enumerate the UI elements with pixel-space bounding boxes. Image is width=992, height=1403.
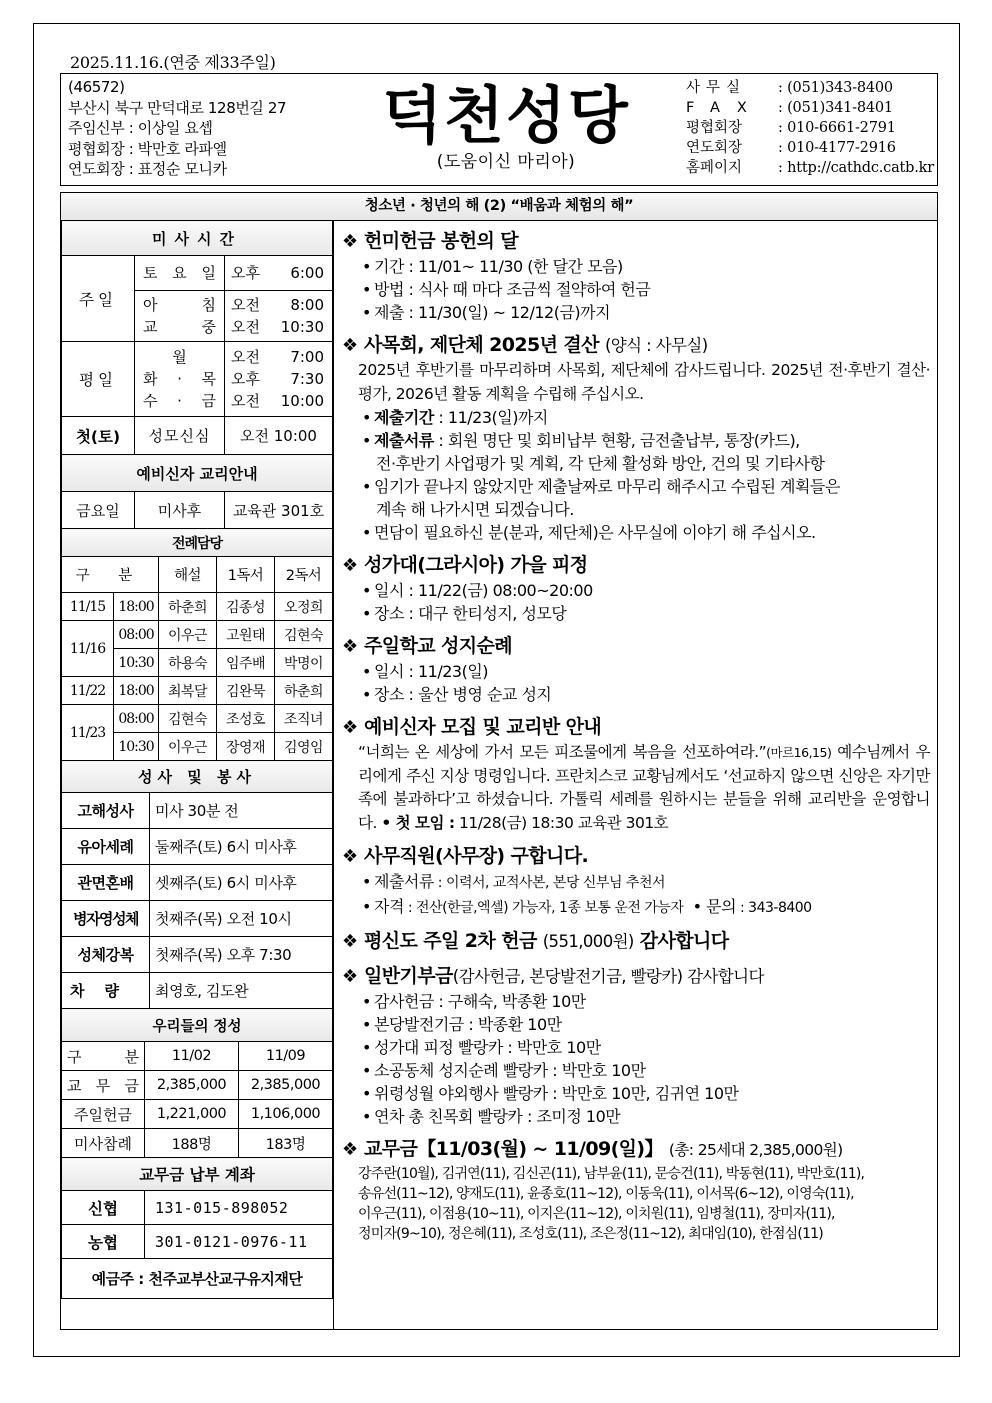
catechumen-table — [61, 454, 333, 529]
diamond-bullet-icon: ❖ — [342, 555, 358, 576]
diamond-bullet-icon: ❖ — [342, 966, 358, 987]
col-header-division: 구 분 — [62, 557, 159, 593]
table-row: 10:30 하용숙 임주배 박명이 — [62, 649, 333, 677]
col-header-reading1: 1독서 — [217, 557, 275, 593]
dues-names-line: 정미자(9~10), 정은혜(11), 조성호(11), 조은정(11~12), 최대임(10), 한점심(11) — [358, 1226, 823, 1242]
table-row: 10:30 이우근 장영재 김영임 — [62, 733, 333, 761]
sunday-label: 주일 — [62, 256, 135, 342]
bullet-icon: • — [362, 685, 371, 704]
notice-settlement: ❖ 사목회, 제단체 2025년 결산 (양식 : 사무실) 2025년 후반기를 마무리하며 사목회, 제단체에 감사드립니다. 2025년 전·후반기 결산·평가, 2026년 활동 계획을 수립해 주십시오. • 제출기간 : 11/23(일)까지 • 제출서류 : 회원 명단 및 회비납부 현황, 금전출납부, 통장(카드), 전·후반기 사업평가 및 계획, 각 단체 활성화 방안, 건의 및 기타사항 • 임기가 끝나지 않았지만 제출날짜로 마무리 해주시고 수립된 계획들은 계속 해 나가시면 되겠습니다. • 면담이 필요하신 분(분과, 제단체)은 사무실에 이야기 해 주십시오. — [342, 334, 930, 542]
offerings-heading: 우리들의 정성 — [62, 1009, 333, 1042]
table-row: 11/22 18:00 최복달 김완묵 하춘희 — [62, 677, 333, 705]
table-row: 성체강복 첫째주(목) 오후 7:30 — [62, 937, 333, 973]
dues-names-line: 강주란(10월), 김귀연(11), 김신곤(11), 남부윤(11), 문승건(11), 박동현(11), 박만호(11), — [358, 1166, 865, 1182]
bullet-icon: • — [362, 477, 371, 496]
saturday-label: 토 요 일 — [135, 256, 225, 291]
bullet-icon: • — [362, 1061, 371, 1080]
table-row: 11/15 18:00 하춘희 김종성 오정희 — [62, 593, 333, 621]
bullet-icon: • — [362, 604, 371, 623]
parish-title-block — [351, 78, 661, 172]
liturgy-roster-table — [61, 528, 333, 761]
right-column — [334, 220, 938, 1329]
notice-laity-sunday-collection: ❖ 평신도 주일 2차 헌금 (551,000원) 감사합니다 — [342, 928, 938, 955]
notice-parish-dues: ❖ 교무금【11/03(월) ~ 11/09(일)】 (총: 25세대 2,385,000원) 강주란(10월), 김귀연(11), 김신곤(11), 남부윤(11), 문승건(11), 박동현(11), 박만호(11), 송유선(11~12), 양재도(11), 윤종호(11~12), 이동욱(11), 이서목(6~12), 이영숙(11), 이우근(11), 이점용(10~11), 이지은(11~12), 이치원(11), 임병철(11), 장미자(11), 정미자(9~10), 정은혜(11), 조성호(11), 조은정(11~12), 최대임(10), 한점심(11) — [342, 1136, 938, 1244]
weekday-label: 평일 — [62, 342, 135, 417]
col-header-commentary: 해설 — [159, 557, 217, 593]
year-theme-banner: 청소년 · 청년의 해 (2) “배움과 체험의 해” — [60, 192, 938, 221]
catechumen-where: 교육관 301호 — [225, 492, 333, 529]
mass-times-table — [61, 220, 333, 455]
contact-homepage: 홈페이지 : http://cathdc.catb.kr — [686, 160, 934, 176]
diamond-bullet-icon: ❖ — [342, 335, 358, 356]
sunday-mass-labels: 아 침 교 중 — [135, 291, 225, 342]
catechumen-when: 미사후 — [135, 492, 225, 529]
weekday-mass-labels: 월 화 · 목 수 · 금 — [135, 342, 225, 417]
notice-choir-retreat: ❖ 성가대(그라시아) 가을 피정 • 일시 : 11/22(금) 08:00~20:00 • 장소 : 대구 한티성지, 성모당 — [342, 554, 593, 623]
table-row: 구 분 11/02 11/09 — [62, 1042, 333, 1071]
contact-info — [686, 78, 934, 178]
table-row: 주일헌금 1,221,000 1,106,000 — [62, 1100, 333, 1129]
table-row: 미사참례 188명 183명 — [62, 1129, 333, 1158]
notice-catechumen-recruitment: ❖ 예비신자 모집 및 교리반 안내 “너희는 온 세상에 가서 모든 피조물에게 복음을 선포하여라.”(마르16,15) 예수님께서 우리에게 주신 지상 명령입니다. 프란치스코 교황님께서도 ‘선교하지 않으면 신앙은 자기만족에 불과하다’고 하셨습니다. 가톨릭 세례를 원하시는 분들을 위해 교리반을 운영합니다. • 첫 모임 : 11/28(금) 18:30 교육관 301호 — [342, 716, 930, 832]
bullet-icon: • — [362, 1107, 371, 1126]
bullet-icon: • — [362, 992, 371, 1011]
postal-code: (46572) — [68, 78, 125, 96]
liturgy-heading: 전례담당 — [62, 529, 333, 557]
diamond-bullet-icon: ❖ — [342, 231, 358, 252]
homepage-link[interactable]: : http://cathdc.catb.kr — [778, 160, 934, 176]
first-saturday-name: 성모신심 — [135, 417, 225, 455]
elders-president: 연도회장 : 표정순 모니카 — [68, 160, 227, 178]
sunday-mass-times: 오전 8:00 오전 10:30 — [225, 291, 333, 342]
table-row: 신협 131-015-898052 — [62, 1191, 333, 1225]
parish-info — [68, 77, 286, 180]
first-saturday-label: 첫(토) — [62, 417, 135, 455]
table-row: 교 무 금 2,385,000 2,385,000 — [62, 1071, 333, 1100]
diamond-bullet-icon: ❖ — [342, 636, 358, 657]
diamond-bullet-icon: ❖ — [342, 846, 358, 867]
bullet-icon: • — [362, 897, 371, 916]
bulletin-date: 2025.11.16.(연중 제33주일) — [70, 53, 276, 72]
bullet-icon: • — [362, 581, 371, 600]
header — [60, 73, 938, 186]
weekday-mass-times: 오전 7:00 오후 7:30 오전 10:00 — [225, 342, 333, 417]
address: 부산시 북구 만덕대로 128번길 27 — [68, 98, 287, 117]
bullet-icon: • — [362, 257, 371, 276]
diamond-bullet-icon: ❖ — [342, 931, 358, 952]
bullet-icon: • — [362, 872, 371, 891]
accounts-table — [61, 1157, 333, 1299]
contact-fax: FAX : (051)341-8401 — [686, 100, 893, 116]
offerings-table — [61, 1008, 333, 1158]
saturday-time: 오후 6:00 — [225, 256, 333, 291]
notice-sunday-school-pilgrimage: ❖ 주일학교 성지순례 • 일시 : 11/23(일) • 장소 : 울산 병영 순교 성지 — [342, 635, 552, 704]
table-row: 병자영성체 첫째주(목) 오전 10시 — [62, 901, 333, 937]
table-row: 관면혼배 셋째주(토) 6시 미사후 — [62, 865, 333, 901]
notice-rice-offering: ❖ 헌미헌금 봉헌의 달 • 기간 : 11/01~ 11/30 (한 달간 모음) • 방법 : 식사 때 마다 조금씩 절약하여 헌금 • 제출 : 11/30(일) ~ 12/12(금)까지 — [342, 230, 651, 322]
bullet-icon: • — [362, 662, 371, 681]
contact-elders: 연도회장 : 010-4177-2916 — [686, 140, 896, 156]
notice-office-staff-hiring: ❖ 사무직원(사무장) 구합니다. • 제출서류 : 이력서, 교적사본, 본당 신부님 추천서 • 자격 : 전산(한글,엑셀) 가능자, 1종 보통 운전 가능자 • 문의 : 343-8400 — [342, 845, 812, 916]
table-row: 11/23 08:00 김현숙 조성호 조직녀 — [62, 705, 333, 733]
diamond-bullet-icon: ❖ — [342, 1139, 358, 1160]
parish-patron: (도움이신 마리아) — [436, 152, 576, 172]
table-row: 11/16 08:00 이우근 고원태 김현숙 — [62, 621, 333, 649]
account-owner: 예금주 : 천주교부산교구유지재단 — [62, 1259, 333, 1299]
notices — [334, 220, 938, 1244]
catechumen-heading: 예비신자 교리안내 — [62, 455, 333, 492]
accounts-heading: 교무금 납부 계좌 — [62, 1158, 333, 1191]
council-president: 평협회장 : 박만호 라파엘 — [68, 139, 227, 158]
dues-names-line: 송유선(11~12), 양재도(11), 윤종호(11~12), 이동욱(11), 이서목(6~12), 이영숙(11), — [358, 1186, 854, 1202]
contact-council: 평협회장 : 010-6661-2791 — [686, 120, 896, 136]
bullet-icon: • — [362, 303, 371, 322]
bullet-icon: • — [362, 408, 371, 427]
bullet-icon: • — [362, 431, 371, 450]
main-content — [60, 220, 938, 1330]
bullet-icon: • — [362, 1084, 371, 1103]
bullet-icon: • — [362, 1038, 371, 1057]
contact-office: 사무실 : (051)343-8400 — [686, 80, 893, 96]
catechumen-day: 금요일 — [62, 492, 135, 529]
table-row: 고해성사 미사 30분 전 — [62, 793, 333, 829]
diamond-bullet-icon: ❖ — [342, 717, 358, 738]
dues-names-line: 이우근(11), 이점용(10~11), 이지은(11~12), 이치원(11), 임병철(11), 장미자(11), — [358, 1206, 835, 1222]
notice-donations: ❖ 일반기부금(감사헌금, 본당발전기금, 빨랑카) 감사합니다 • 감사헌금 : 구해숙, 박종환 10만 • 본당발전기금 : 박종환 10만 • 성가대 피정 빨랑카 : 박만호 10만 • 소공동체 성지순례 빨랑카 : 박만호 10만 • 위령성월 야외행사 빨랑카 : 박만호 10만, 김귀연 10만 • 연차 총 친목회 빨랑카 : 조미정 10만 — [342, 965, 764, 1126]
table-row: 차량 최영호, 김도완 — [62, 973, 333, 1009]
sacraments-table — [61, 760, 333, 1009]
first-saturday-time: 오전 10:00 — [225, 417, 333, 455]
mass-times-heading: 미사시간 — [62, 221, 333, 256]
col-header-reading2: 2독서 — [275, 557, 333, 593]
bullet-icon: • — [362, 523, 371, 542]
table-row — [62, 1259, 333, 1299]
left-column — [61, 220, 334, 1329]
bullet-icon: • — [362, 280, 371, 299]
parish-name: 덕천성당 — [382, 79, 630, 152]
table-row: 유아세례 둘째주(토) 6시 미사후 — [62, 829, 333, 865]
sacraments-heading: 성사 및 봉사 — [62, 761, 333, 793]
pastor: 주임신부 : 이상일 요셉 — [68, 119, 213, 137]
bullet-icon: • — [362, 1015, 371, 1034]
table-row: 농협 301-0121-0976-11 — [62, 1225, 333, 1259]
